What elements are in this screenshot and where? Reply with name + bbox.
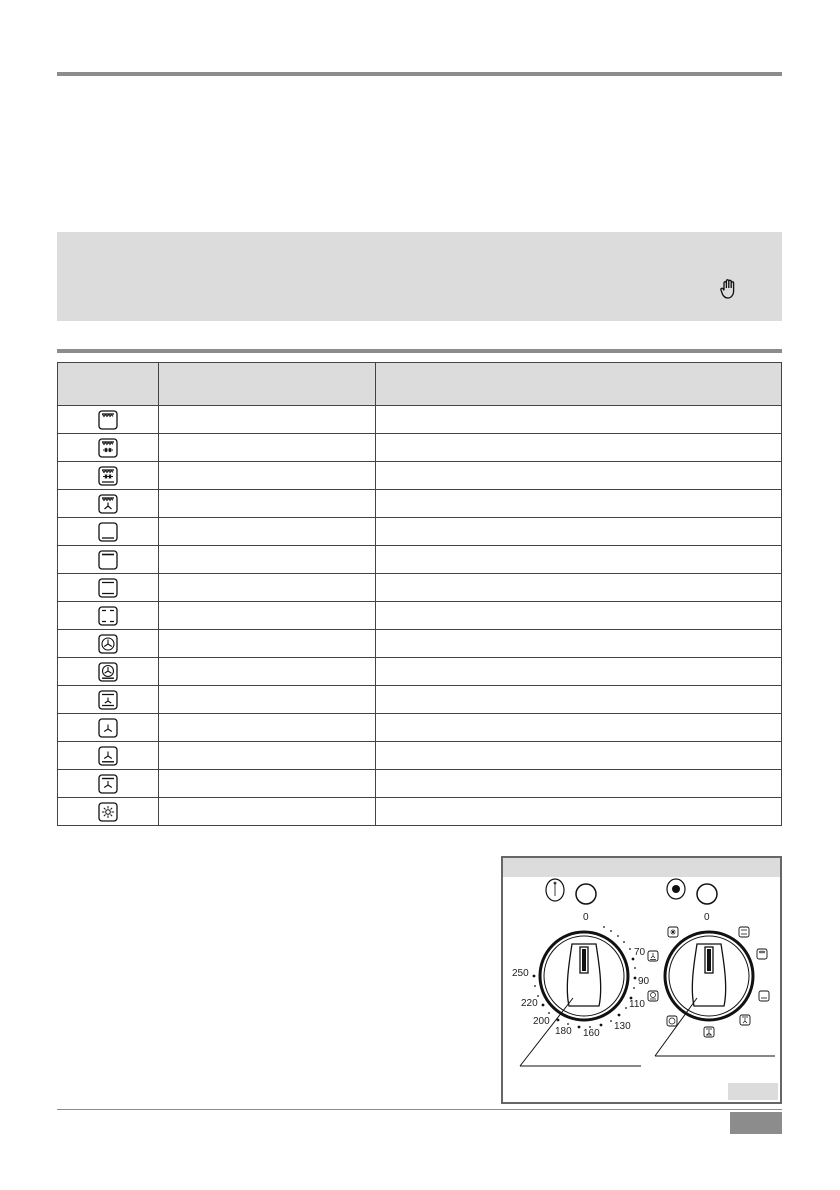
selector-zero-label: 0: [704, 912, 710, 923]
fan-top-heat-icon: [98, 774, 118, 794]
description-cell: [376, 602, 782, 630]
control-panel-drawing: [503, 858, 780, 1102]
function-cell: [159, 630, 376, 658]
hand-icon: [719, 278, 739, 300]
selector-circular-fan-icon: [667, 1016, 677, 1026]
selector-indicator-icon: [667, 879, 685, 899]
table-row: [58, 518, 782, 546]
symbol-cell: [58, 574, 159, 602]
symbol-cell: [58, 798, 159, 826]
table-row: [58, 406, 782, 434]
description-cell: [376, 714, 782, 742]
symbol-cell: [58, 714, 159, 742]
symbol-cell: [58, 462, 159, 490]
table-row: [58, 574, 782, 602]
selector-top-grill-icon: [757, 949, 767, 959]
table-row: [58, 434, 782, 462]
function-cell: [159, 686, 376, 714]
symbol-cell: [58, 770, 159, 798]
table-row: [58, 630, 782, 658]
thermostat-indicator-icon: [546, 879, 564, 901]
bottom-heat-icon: [98, 522, 118, 542]
description-cell: [376, 658, 782, 686]
table-row: [58, 462, 782, 490]
grill-with-rotisserie-icon: [98, 438, 118, 458]
description-cell: [376, 742, 782, 770]
function-cell: [159, 714, 376, 742]
symbol-cell: [58, 406, 159, 434]
scale-label-220: 220: [521, 998, 538, 1009]
scale-label-70: 70: [634, 947, 646, 958]
thermostat-scale-dots: [533, 926, 637, 1028]
thermostat-knob[interactable]: [520, 932, 641, 1066]
fan-icon: [98, 718, 118, 738]
selector-lamp: [697, 884, 717, 904]
control-panel-figure: [501, 856, 782, 1104]
fan-top-bottom-heat-icon: [98, 690, 118, 710]
description-cell: [376, 574, 782, 602]
double-grill-rotisserie-icon: [98, 466, 118, 486]
oven-modes-table: [57, 362, 782, 826]
header-description: [376, 363, 782, 406]
description-cell: [376, 630, 782, 658]
table-row: [58, 658, 782, 686]
description-cell: [376, 686, 782, 714]
footer-rule: [57, 1109, 782, 1110]
table-row: [58, 714, 782, 742]
table-header-row: [58, 363, 782, 406]
scale-label-250: 250: [512, 968, 529, 979]
function-cell: [159, 602, 376, 630]
symbol-cell: [58, 546, 159, 574]
selector-defrost-icon: [668, 927, 678, 937]
description-cell: [376, 490, 782, 518]
function-cell: [159, 798, 376, 826]
thermostat-zero-label: 0: [583, 912, 589, 923]
symbol-cell: [58, 630, 159, 658]
scale-label-130: 130: [614, 1021, 631, 1032]
function-cell: [159, 770, 376, 798]
symbol-cell: [58, 658, 159, 686]
function-cell: [159, 462, 376, 490]
symbol-cell: [58, 602, 159, 630]
top-and-bottom-heat-icon: [98, 578, 118, 598]
symbol-cell: [58, 490, 159, 518]
scale-label-200: 200: [533, 1016, 550, 1027]
scale-label-90: 90: [638, 976, 650, 987]
figure-tag: [728, 1083, 778, 1100]
circular-fan-icon: [98, 634, 118, 654]
partial-top-bottom-heat-icon: [98, 606, 118, 626]
description-cell: [376, 546, 782, 574]
selector-fan-top-bottom-heat-icon: [704, 1027, 714, 1037]
header-symbol: [58, 363, 159, 406]
notice-box: [57, 232, 782, 321]
fan-bottom-heat-icon: [98, 746, 118, 766]
table-row: [58, 770, 782, 798]
symbol-cell: [58, 434, 159, 462]
scale-label-160: 160: [583, 1028, 600, 1039]
symbol-cell: [58, 686, 159, 714]
top-rule: [57, 72, 782, 76]
scale-label-110: 110: [629, 999, 645, 1010]
thermostat-lamp: [576, 884, 596, 904]
symbol-cell: [58, 742, 159, 770]
top-heat-icon: [98, 550, 118, 570]
function-cell: [159, 490, 376, 518]
function-cell: [159, 742, 376, 770]
description-cell: [376, 798, 782, 826]
description-cell: [376, 770, 782, 798]
top-grill-icon: [98, 410, 118, 430]
description-cell: [376, 518, 782, 546]
section-rule: [57, 349, 782, 353]
symbol-cell: [58, 518, 159, 546]
defrost-icon: [98, 802, 118, 822]
description-cell: [376, 462, 782, 490]
function-cell: [159, 518, 376, 546]
header-function: [159, 363, 376, 406]
selector-fan-top-heat-icon: [740, 1015, 750, 1025]
function-cell: [159, 574, 376, 602]
selector-bottom-heat-icon: [759, 991, 769, 1001]
table-row: [58, 490, 782, 518]
function-cell: [159, 406, 376, 434]
description-cell: [376, 434, 782, 462]
page-number-tab: [730, 1112, 782, 1134]
table-row: [58, 742, 782, 770]
description-cell: [376, 406, 782, 434]
table-row: [58, 798, 782, 826]
table-row: [58, 686, 782, 714]
circular-fan-bottom-heat-icon: [98, 662, 118, 682]
selector-circular-fan-bottom-heat-icon: [648, 991, 658, 1001]
selector-top-bottom-heat-icon: [739, 927, 749, 937]
table-row: [58, 546, 782, 574]
function-cell: [159, 658, 376, 686]
function-cell: [159, 546, 376, 574]
table-row: [58, 602, 782, 630]
selector-fan-bottom-heat-icon: [648, 951, 658, 961]
function-cell: [159, 434, 376, 462]
grill-with-fan-icon: [98, 494, 118, 514]
scale-label-180: 180: [555, 1026, 572, 1037]
